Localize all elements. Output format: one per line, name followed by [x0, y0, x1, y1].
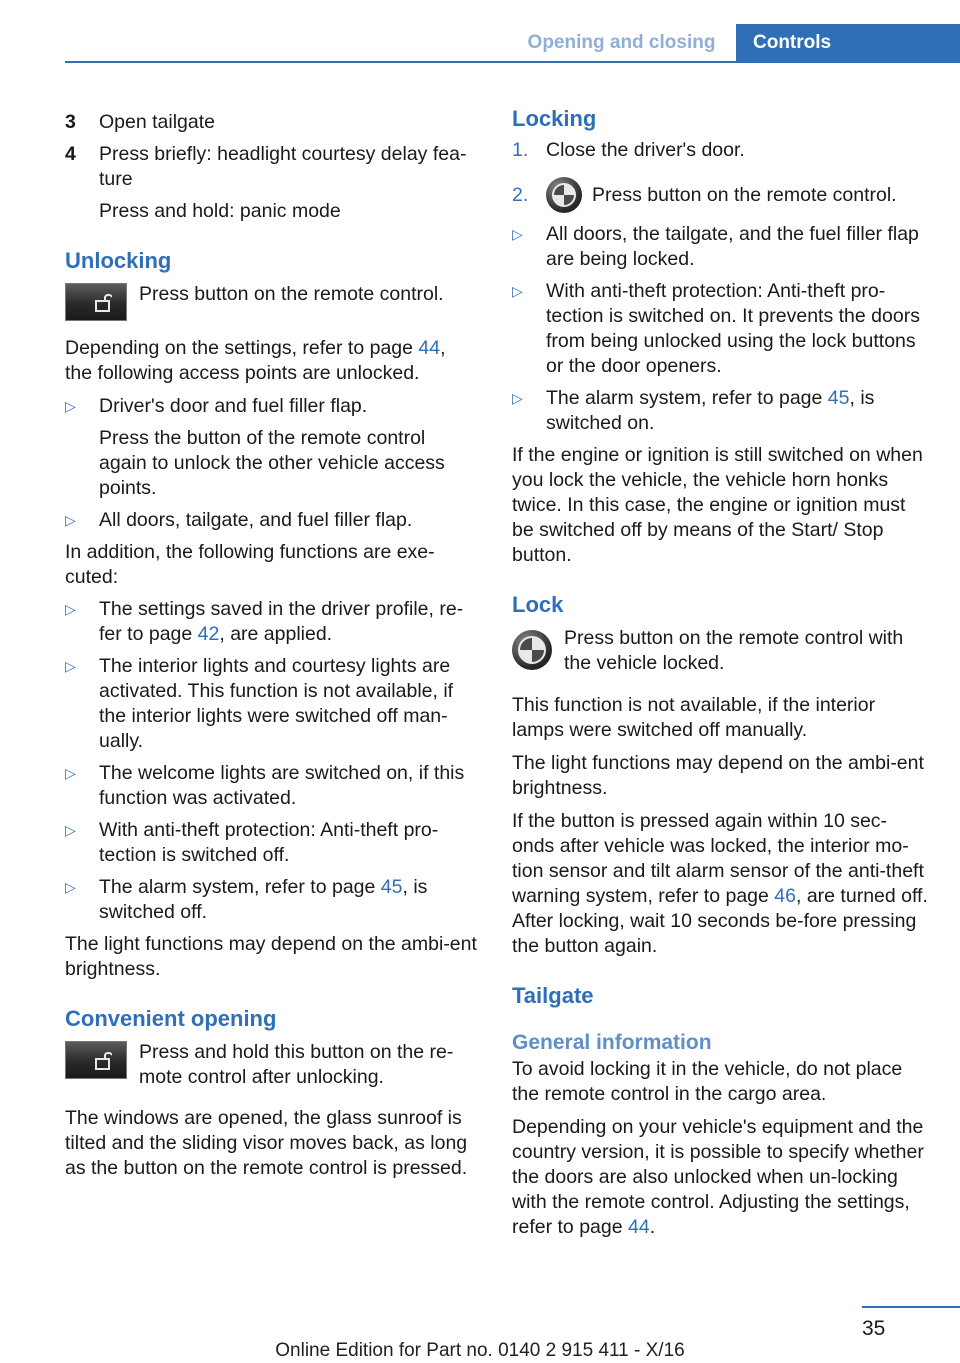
bullet-icon: ▷ — [65, 879, 76, 895]
bullet-icon: ▷ — [65, 601, 76, 617]
heading-unlocking: Unlocking — [65, 248, 172, 273]
bullet-text: All doors, tailgate, and fuel filler flap. — [99, 509, 413, 531]
page-link[interactable]: 42 — [197, 623, 220, 645]
bmw-logo-icon — [546, 177, 582, 213]
heading-tailgate: Tailgate — [512, 983, 594, 1008]
page-link[interactable]: 44 — [418, 337, 441, 359]
heading-locking: Locking — [512, 106, 597, 131]
addition-text: In addition, the following functions are exe-cuted: — [65, 541, 435, 588]
chapter-tab[interactable]: Controls — [736, 24, 960, 63]
numbered-item — [65, 142, 477, 224]
page-link[interactable]: 45 — [827, 387, 850, 409]
footer-rule — [862, 1306, 960, 1308]
bullet-icon: ▷ — [65, 765, 76, 781]
step-text: Press button on the remote control. — [592, 183, 897, 206]
bullet-icon: ▷ — [65, 822, 76, 838]
step-number: 2. — [512, 183, 529, 206]
tailgate-paragraph: To avoid locking it in the vehicle, do not place the remote control in the cargo area. — [512, 1058, 903, 1105]
convenient-body: The windows are opened, the glass sunroof is tilted and the sliding visor moves back, as long as the button on the remote control is pressed. — [65, 1107, 468, 1179]
right-column — [512, 104, 928, 1240]
list-item — [512, 222, 928, 272]
list-item — [512, 279, 928, 379]
page-number: 35 — [862, 1317, 886, 1340]
convenient-instruction — [65, 1040, 477, 1090]
step-number: 1. — [512, 139, 529, 161]
page-link[interactable]: 45 — [380, 876, 403, 898]
left-column — [65, 110, 477, 1181]
convenient-instruction-text: Press and hold this button on the re-mote control after unlocking. — [139, 1041, 454, 1088]
page-link[interactable]: 44 — [628, 1216, 650, 1238]
list-item — [65, 654, 477, 754]
engine-note: If the engine or ignition is still switched on when you lock the vehicle, the vehicle horn honks twice. In this case, the engine or ignition must be switched off by means of the Start/ Stop button. — [512, 444, 923, 566]
heading-lock: Lock — [512, 592, 564, 617]
bullet-icon: ▷ — [65, 398, 76, 414]
bullet-icon: ▷ — [512, 226, 523, 242]
item-text: Open tailgate — [99, 111, 216, 133]
unlock-instruction-text: Press button on the remote control. — [139, 283, 444, 305]
bullet-icon: ▷ — [65, 658, 76, 674]
heading-convenient-opening: Convenient opening — [65, 1006, 277, 1031]
item-number: 3 — [65, 111, 76, 133]
list-item — [65, 761, 477, 811]
bmw-logo-icon — [512, 630, 552, 670]
lock-paragraph: If the button is pressed again within 10 sec-onds after vehicle was locked, the interior mo-tion sensor and tilt alarm sensor of the anti-theft warning system, refer to page 46, are turned off. After locking, wait 10 seconds be-fore pressing the button again. — [512, 810, 928, 957]
lock-paragraph: This function is not available, if the interior lamps were switched off manually. — [512, 694, 876, 741]
bullet-text-extra: Press the button of the remote control again to unlock the other vehicle access points. — [99, 427, 445, 499]
bullet-icon: ▷ — [65, 512, 76, 528]
item-text-main: Press briefly: headlight courtesy delay fea-ture — [99, 143, 467, 190]
bullet-text: With anti-theft protection: Anti-theft pro-tection is switched off. — [99, 819, 439, 866]
step-text: Close the driver's door. — [546, 139, 745, 161]
step-item — [512, 138, 928, 163]
unlock-button-image — [65, 283, 127, 321]
item-number: 4 — [65, 143, 76, 165]
lock-instruction-text: Press button on the remote control with the vehicle locked. — [564, 627, 904, 674]
bullet-icon: ▷ — [512, 390, 523, 406]
unlock-instruction — [65, 282, 477, 321]
unlock-icon — [94, 292, 112, 312]
section-tab[interactable]: Opening and closing — [508, 24, 735, 61]
list-item: ▷ The alarm system, refer to page 45, is switched on. — [512, 387, 875, 434]
light-note: The light functions may depend on the ambi-ent brightness. — [65, 933, 477, 980]
bullet-text: All doors, the tailgate, and the fuel filler flap are being locked. — [546, 223, 919, 270]
unlocking-intro: Depending on the settings, refer to page 44, the following access points are unlocked. — [65, 337, 446, 384]
item-text — [99, 142, 477, 224]
bullet-icon: ▷ — [512, 283, 523, 299]
edition-footer: Online Edition for Part no. 0140 2 915 411 - X/16 — [275, 1340, 685, 1361]
lock-paragraph: The light functions may depend on the ambi-ent brightness. — [512, 752, 924, 799]
item-text-extra: Press and hold: panic mode — [99, 200, 341, 222]
list-item: ▷ The settings saved in the driver profile, re-fer to page 42, are applied. — [65, 598, 464, 645]
lock-instruction — [512, 626, 928, 676]
bullet-text: The welcome lights are switched on, if this function was activated. — [99, 762, 465, 809]
page-link[interactable]: 46 — [774, 885, 796, 907]
list-item: ▷ The alarm system, refer to page 45, is switched off. — [65, 876, 428, 923]
unlock-icon — [94, 1050, 112, 1070]
list-item — [65, 818, 477, 868]
bullet-text: The interior lights and courtesy lights are activated. This function is not available, if the interior lights were switched off man-ually. — [99, 655, 454, 752]
numbered-item — [65, 110, 477, 135]
bullet-text: Driver's door and fuel filler flap. — [99, 395, 368, 417]
step-item — [512, 177, 928, 213]
list-item — [65, 508, 477, 533]
tailgate-paragraph: Depending on your vehicle's equipment and the country version, it is possible to specify whether the doors are also unlocked when un-locking with the remote control. Adjusting the settings, refer to page 44. — [512, 1116, 924, 1238]
bullet-text: With anti-theft protection: Anti-theft pro-tection is switched on. It prevents the doors from being unlocked using the lock buttons or the door openers. — [546, 280, 920, 377]
list-item — [65, 394, 477, 501]
unlock-button-image — [65, 1041, 127, 1079]
subheading-general-information: General information — [512, 1031, 712, 1054]
